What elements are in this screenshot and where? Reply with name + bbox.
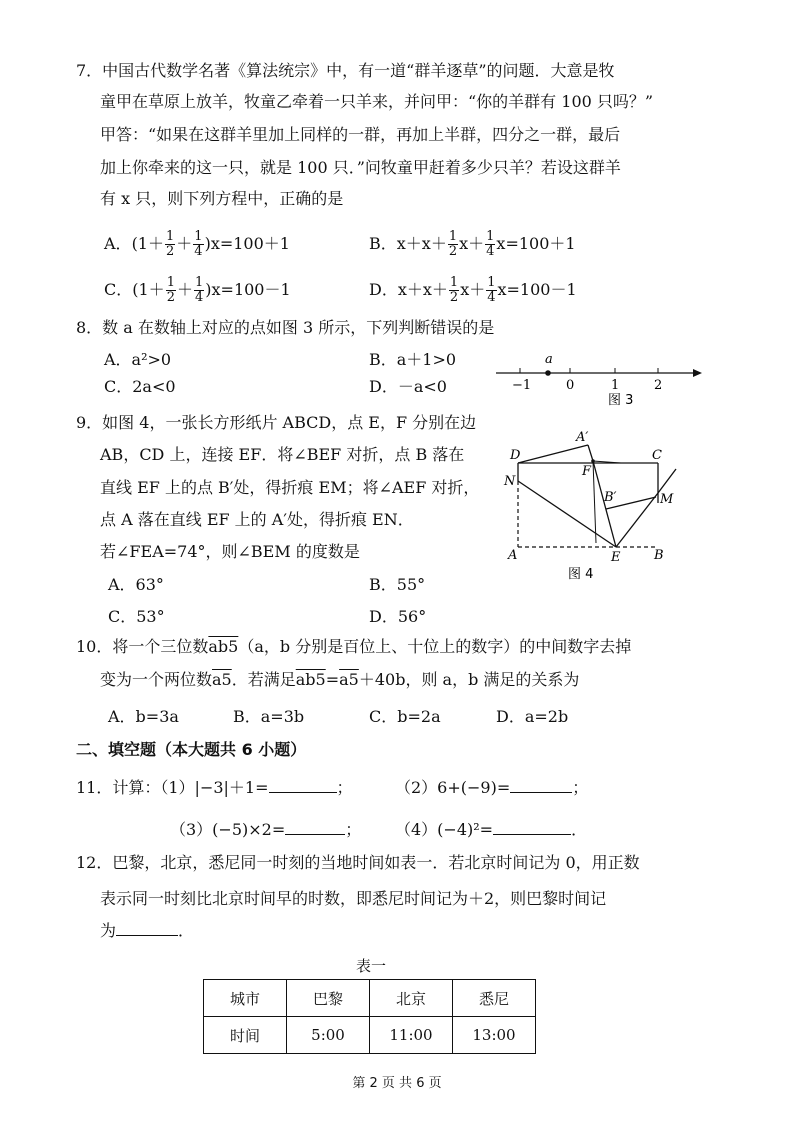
fraction-numerator: 1: [194, 275, 204, 290]
answer-blank: [510, 778, 572, 793]
fraction-denominator: 2: [448, 244, 458, 259]
q12-line-3: [100, 921, 194, 941]
q11-stem: 11．计算：: [76, 778, 161, 797]
q12-line-1: 12．巴黎，北京，悉尼同一时刻的当地时间如表一．若北京时间记为 0，用正数: [76, 853, 640, 872]
q7-option-c: [104, 276, 291, 305]
q8-option-c: C．2a<0: [104, 377, 176, 396]
q11-part-2: （2）6+(−9)=: [395, 778, 511, 797]
q7-option-b: [369, 230, 576, 259]
q11-part-4-wrap: [395, 820, 587, 840]
fraction-denominator: 2: [166, 290, 175, 305]
q7-line-2: 童甲在草原上放羊，牧童乙牵着一只羊来，并问甲：“你的羊群有 100 只吗？”: [100, 92, 654, 111]
text: （a，b 分别是百位上、十位上的数字）的中间数字去掉: [238, 637, 632, 656]
q9-line-2: AB，CD 上，连接 EF．将∠BEF 对折，点 B 落在: [100, 445, 465, 464]
q10-option-d: D．a=2b: [496, 707, 569, 726]
answer-blank: [493, 820, 571, 835]
q8-option-b: B．a＋1>0: [369, 350, 457, 369]
q9-option-c: C．53°: [108, 607, 165, 626]
overlined-number: a5: [339, 670, 359, 689]
tick-label: −1: [512, 378, 532, 393]
folded-edge: [518, 445, 588, 463]
tick-label: 0: [566, 378, 575, 393]
text: 为: [100, 921, 117, 940]
fraction-numerator: 1: [486, 229, 495, 244]
fraction-numerator: 1: [448, 229, 458, 244]
option-text: x=100＋1: [496, 234, 576, 253]
q11-part-4: （4）(−4)²=: [395, 820, 494, 839]
label-a-prime: A′: [576, 430, 589, 445]
plus-sign: ＋: [176, 234, 193, 253]
q8-option-d: D．－a<0: [369, 377, 447, 396]
fraction: [165, 230, 175, 259]
q9-option-b: B．55°: [369, 575, 426, 594]
figure-caption: 图 4: [568, 567, 594, 582]
label-m: M: [660, 492, 674, 507]
table-cell: 时间: [204, 1017, 287, 1054]
fraction-denominator: 4: [194, 290, 204, 305]
folded-edge: [588, 445, 593, 461]
option-text: x＋: [459, 234, 485, 253]
folded-edge: [593, 461, 596, 543]
table-header-cell: 北京: [370, 980, 453, 1017]
fraction: [449, 276, 459, 305]
number-line-figure: [490, 348, 710, 408]
option-text: x＋: [460, 280, 486, 299]
answer-blank: [269, 778, 337, 793]
table-header-cell: 巴黎: [287, 980, 370, 1017]
option-text: x=100－1: [497, 280, 577, 299]
table-header-cell: 城市: [204, 980, 287, 1017]
q9-line-5: 若∠FEA=74°，则∠BEM 的度数是: [100, 542, 360, 561]
q7-line-4: 加上你牵来的这一只，就是 100 只．”问牧童甲赶着多少只羊？若设这群羊: [100, 158, 621, 177]
label-b-prime: B′: [604, 490, 617, 505]
fraction: [485, 230, 495, 259]
text: ；: [572, 778, 589, 797]
q10-option-c: C．b=2a: [369, 707, 441, 726]
q10-line-2: [100, 670, 579, 690]
label-e: E: [611, 550, 621, 565]
option-label: A．: [104, 234, 132, 253]
fraction-denominator: 2: [166, 244, 175, 259]
text: ．若满足: [231, 670, 296, 689]
section-heading: 二、填空题（本大题共 6 小题）: [76, 740, 307, 759]
table-cell: 5:00: [287, 1017, 370, 1054]
label-d: D: [510, 448, 521, 463]
overlined-number: ab5: [208, 637, 239, 656]
table-cell: 13:00: [453, 1017, 536, 1054]
folding-rectangle-figure: [496, 425, 686, 585]
fraction-denominator: 4: [487, 290, 496, 305]
fraction-numerator: 1: [166, 229, 175, 244]
q7-line-3: 甲答：“如果在这群羊里加上同样的一群，再加上半群，四分之一群，最后: [100, 125, 621, 144]
text: ；: [336, 778, 353, 797]
fraction: [448, 230, 458, 259]
arrow-icon: [693, 369, 702, 377]
page-footer: 第 2 页 共 6 页: [352, 1076, 442, 1091]
fraction: [194, 276, 204, 305]
fraction: [193, 230, 203, 259]
q7-option-d: [369, 276, 577, 305]
point-label: a: [545, 352, 553, 367]
text: 10．将一个三位数: [76, 637, 209, 656]
tick-label: 1: [611, 378, 620, 393]
fraction-denominator: 4: [194, 244, 203, 259]
q7-line-1: 7．中国古代数学名著《算法统宗》中，有一道“群羊逐草”的问题．大意是牧: [76, 61, 615, 80]
q10-option-b: B．a=3b: [233, 707, 305, 726]
q7-option-a: [104, 230, 290, 259]
point-a: [545, 370, 551, 376]
label-c: C: [652, 448, 662, 463]
figure-caption: 图 3: [608, 393, 634, 408]
text: 变为一个两位数: [100, 670, 213, 689]
fraction-numerator: 1: [449, 275, 459, 290]
label-n: N: [504, 474, 516, 489]
option-label: C．: [104, 280, 133, 299]
crease-extension: [658, 469, 676, 493]
table-cell: 11:00: [370, 1017, 453, 1054]
label-a: A: [508, 548, 518, 563]
tick-label: 2: [654, 378, 663, 393]
fraction: [166, 276, 176, 305]
option-text: (1＋: [132, 280, 165, 299]
q9-line-3: 直线 EF 上的点 B′处，得折痕 EM；将∠AEF 对折，: [100, 478, 480, 497]
q11-part-3: （3）(−5)×2=: [170, 820, 286, 839]
q11-line-1: [76, 778, 353, 798]
overlined-number: a5: [212, 670, 232, 689]
option-text: )x=100＋1: [204, 234, 290, 253]
option-label: B．: [369, 234, 397, 253]
fraction-numerator: 1: [166, 275, 175, 290]
option-text: x＋x＋: [396, 234, 447, 253]
q9-option-d: D．56°: [369, 607, 427, 626]
q11-part-2-wrap: [395, 778, 588, 798]
overlined-number: ab5: [295, 670, 326, 689]
plus-sign: ＋: [176, 280, 193, 299]
text: =: [325, 670, 340, 689]
time-table: [203, 979, 536, 1054]
q12-line-2: 表示同一时刻比北京时间早的时数，即悉尼时间记为＋2，则巴黎时间记: [100, 889, 607, 908]
table-row: [204, 1017, 536, 1054]
text: ．: [178, 921, 195, 940]
q9-line-4: 点 A 落在直线 EF 上的 A′处，得折痕 EN．: [100, 510, 414, 529]
table-header-cell: 悉尼: [453, 980, 536, 1017]
point-f: [591, 459, 595, 463]
q10-line-1: [76, 637, 631, 657]
fraction-denominator: 4: [486, 244, 495, 259]
answer-blank: [116, 921, 178, 936]
fraction-numerator: 1: [487, 275, 496, 290]
option-text: (1＋: [131, 234, 164, 253]
answer-blank: [285, 820, 345, 835]
q11-part-1: （1）|−3|＋1=: [160, 778, 269, 797]
q11-part-3-wrap: [170, 820, 361, 840]
q8-option-a: A．a²>0: [104, 350, 172, 369]
option-text: x＋x＋: [397, 280, 448, 299]
option-label: D．: [369, 280, 398, 299]
label-f: F: [582, 464, 592, 479]
text: ；: [345, 820, 362, 839]
text: ＋40b，则 a，b 满足的关系为: [358, 670, 580, 689]
q8-stem: 8．数 a 在数轴上对应的点如图 3 所示，下列判断错误的是: [76, 318, 495, 337]
text: ．: [571, 820, 588, 839]
q9-line-1: 9．如图 4，一张长方形纸片 ABCD，点 E，F 分别在边: [76, 413, 477, 432]
label-b: B: [654, 548, 664, 563]
q9-option-a: A．63°: [108, 575, 164, 594]
q10-option-a: A．b=3a: [108, 707, 179, 726]
table-row: [204, 980, 536, 1017]
option-text: )x=100－1: [205, 280, 291, 299]
q7-line-5: 有 x 只，则下列方程中，正确的是: [100, 189, 344, 208]
fraction-numerator: 1: [194, 229, 203, 244]
fraction: [486, 276, 496, 305]
fraction-denominator: 2: [449, 290, 459, 305]
table-caption: 表一: [356, 957, 387, 975]
